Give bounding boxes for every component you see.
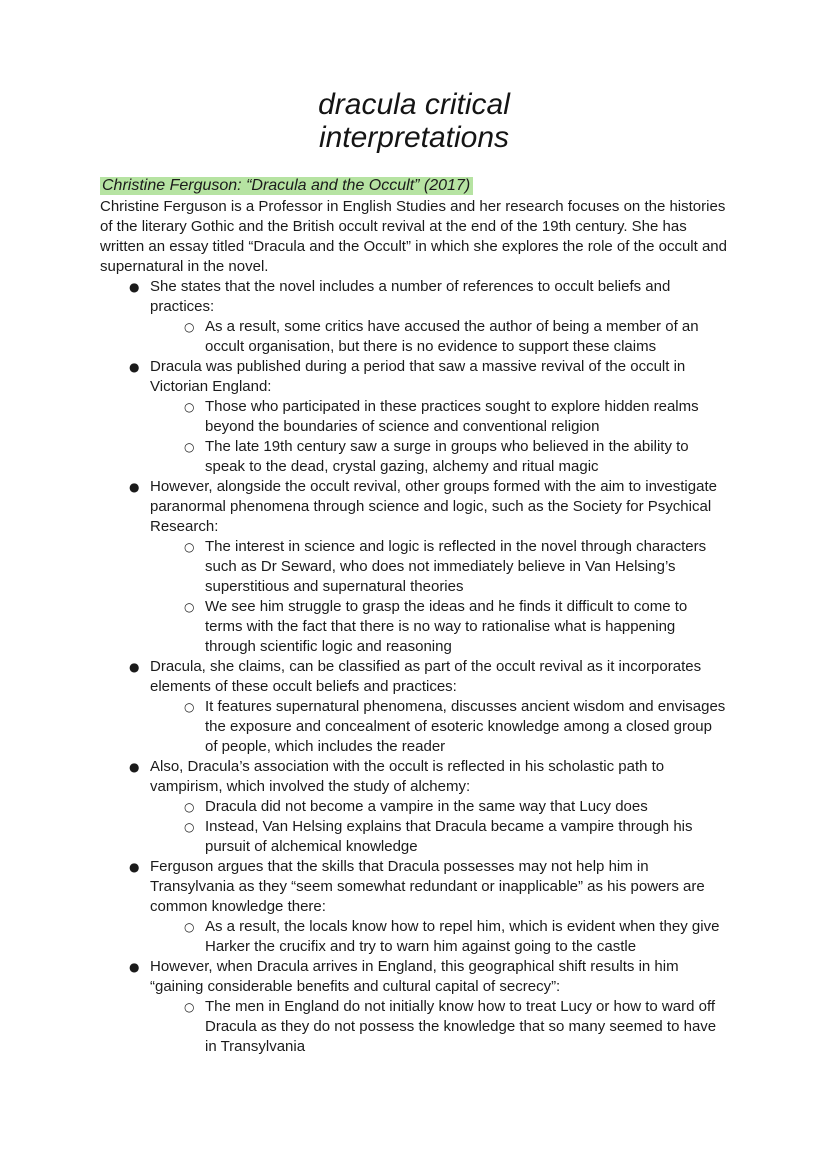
list-item-text: She states that the novel includes a number of references to occult beliefs and practices: <box>150 278 671 315</box>
list-item-level1 <box>100 477 728 537</box>
list-item-text: The men in England do not initially know how to treat Lucy or how to ward off Dracula as they do not possess the knowledge that so many seemed to have in Transylvania <box>205 998 717 1055</box>
list-item-level2 <box>100 597 728 657</box>
bullet-disc-icon: ● <box>129 960 140 974</box>
document-content <box>100 0 728 1057</box>
list-item-text: Dracula, she claims, can be classified as part of the occult revival as it incorporates elements of these occult beliefs and practices: <box>150 658 702 695</box>
list-item-text: We see him struggle to grasp the ideas and he finds it difficult to come to terms with the fact that there is no way to rationalise what is happening through scientific logic and reasoning <box>205 598 688 655</box>
bullet-circle-icon: ○ <box>184 1000 195 1014</box>
bullet-circle-icon: ○ <box>184 540 195 554</box>
list-item-text: Ferguson argues that the skills that Dracula possesses may not help him in Transylvania as they “seem somewhat redundant or inapplicable” as his powers are common knowledge there: <box>150 858 705 915</box>
list-item-text: It features supernatural phenomena, discusses ancient wisdom and envisages the exposure and concealment of esoteric knowledge among a closed group of people, which includes the reader <box>205 698 726 755</box>
section-heading-highlighted: Christine Ferguson: “Dracula and the Occult” (2017) <box>100 177 473 195</box>
list-item-text: Also, Dracula’s association with the occult is reflected in his scholastic path to vampirism, which involved the study of alchemy: <box>150 758 665 795</box>
notes-list <box>100 277 728 1057</box>
list-item-level2 <box>100 317 728 357</box>
bullet-circle-icon: ○ <box>184 600 195 614</box>
bullet-disc-icon: ● <box>129 280 140 294</box>
list-item-text: However, when Dracula arrives in England, this geographical shift results in him “gaining considerable benefits and cultural capital of secrecy”: <box>150 958 679 995</box>
document-title <box>100 88 728 154</box>
list-item-level2 <box>100 817 728 857</box>
section-intro-paragraph: Christine Ferguson is a Professor in English Studies and her research focuses on the histories of the literary Gothic and the British occult revival at the end of the 19th century. She has written an essay titled “Dracula and the Occult” in which she explores the role of the occult and supernatural in the novel. <box>100 198 727 275</box>
list-item-level2 <box>100 797 728 817</box>
list-item-level1 <box>100 857 728 917</box>
bullet-circle-icon: ○ <box>184 320 195 334</box>
list-item-text: As a result, some critics have accused the author of being a member of an occult organisation, but there is no evidence to support these claims <box>205 318 699 355</box>
bullet-disc-icon: ● <box>129 360 140 374</box>
list-item-level2 <box>100 537 728 597</box>
section-heading-row <box>100 175 728 196</box>
list-item-text: Dracula was published during a period that saw a massive revival of the occult in Victorian England: <box>150 358 686 395</box>
bullet-circle-icon: ○ <box>184 400 195 414</box>
bullet-circle-icon: ○ <box>184 820 195 834</box>
document-title-line-1: dracula critical <box>318 88 510 121</box>
bullet-circle-icon: ○ <box>184 800 195 814</box>
list-item-level2 <box>100 697 728 757</box>
list-item-level1 <box>100 957 728 997</box>
bullet-disc-icon: ● <box>129 480 140 494</box>
bullet-disc-icon: ● <box>129 760 140 774</box>
bullet-disc-icon: ● <box>129 660 140 674</box>
list-item-level1 <box>100 357 728 397</box>
bullet-circle-icon: ○ <box>184 920 195 934</box>
list-item-text: The interest in science and logic is reflected in the novel through characters such as Dr Seward, who does not immediately believe in Van Helsing’s superstitious and supernatural theories <box>205 538 707 595</box>
list-item-level2 <box>100 997 728 1057</box>
list-item-level2 <box>100 917 728 957</box>
bullet-circle-icon: ○ <box>184 700 195 714</box>
list-item-text: Instead, Van Helsing explains that Dracula became a vampire through his pursuit of alchemical knowledge <box>205 818 693 855</box>
list-item-text: As a result, the locals know how to repel him, which is evident when they give Harker the crucifix and try to warn him against going to the castle <box>205 918 720 955</box>
list-item-level1 <box>100 657 728 697</box>
list-item-text: However, alongside the occult revival, other groups formed with the aim to investigate paranormal phenomena through science and logic, such as the Society for Psychical Research: <box>150 478 717 535</box>
document-title-line-2: interpretations <box>318 121 510 154</box>
bullet-disc-icon: ● <box>129 860 140 874</box>
list-item-text: The late 19th century saw a surge in groups who believed in the ability to speak to the dead, crystal gazing, alchemy and ritual magic <box>205 438 689 475</box>
list-item-level1 <box>100 277 728 317</box>
list-item-text: Those who participated in these practices sought to explore hidden realms beyond the boundaries of science and conventional religion <box>205 398 699 435</box>
list-item-text: Dracula did not become a vampire in the same way that Lucy does <box>205 798 648 815</box>
list-item-level2 <box>100 397 728 437</box>
list-item-level2 <box>100 437 728 477</box>
list-item-level1 <box>100 757 728 797</box>
bullet-circle-icon: ○ <box>184 440 195 454</box>
